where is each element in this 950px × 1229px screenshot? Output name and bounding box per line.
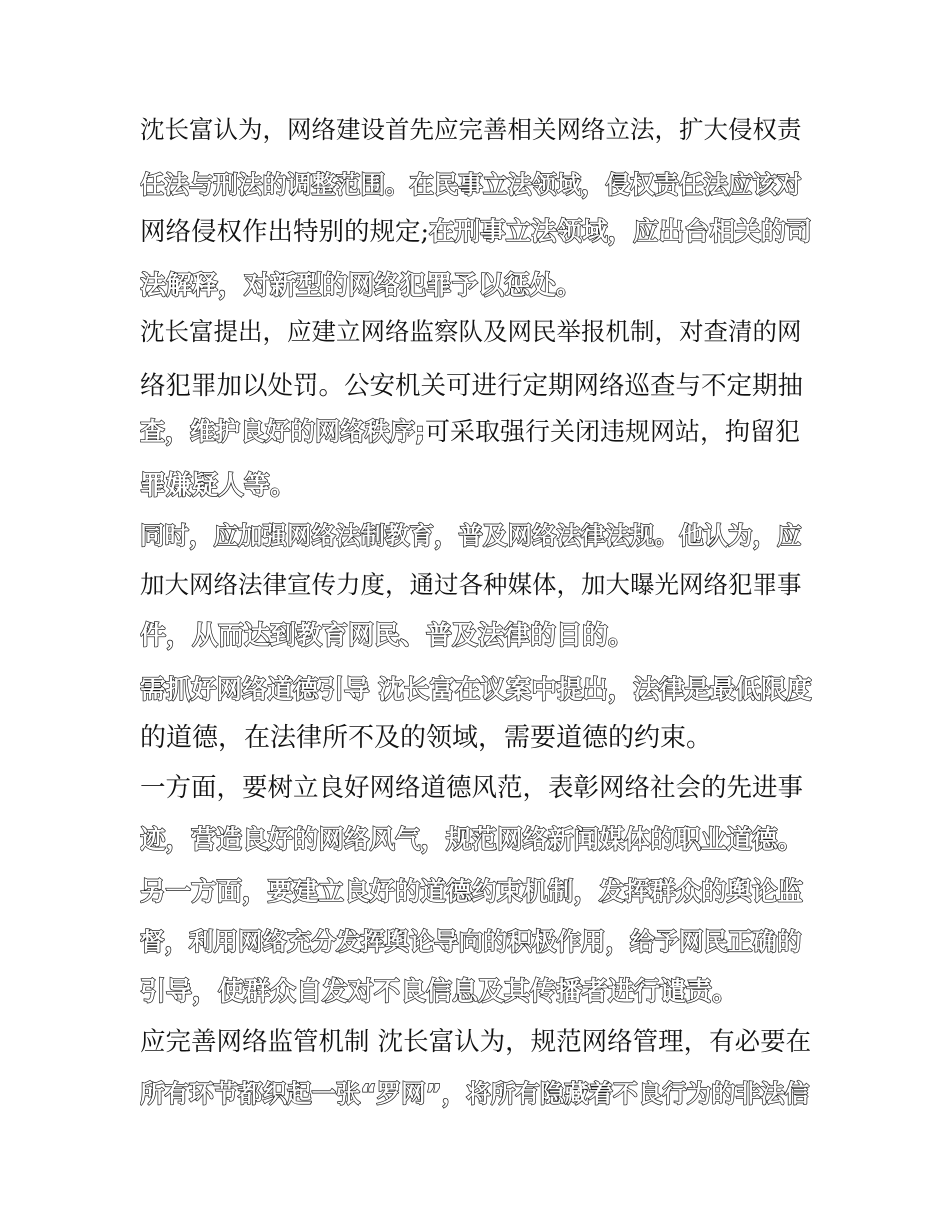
text-line: [140, 818, 812, 862]
outlined-text-segment: 同时，应加强网络法制教育，普及网络法律法规。他认为，应: [140, 521, 802, 550]
text-line: [140, 668, 812, 712]
outlined-text-segment: 任法与刑法的调整范围。在民事立法领域，侵权责任法应该对: [140, 170, 802, 199]
text-line: [140, 870, 812, 914]
text-line: [140, 614, 812, 658]
outlined-text-segment: 查，维护良好的网络秩序;: [140, 417, 425, 446]
text-line: [140, 464, 812, 508]
text-segment: 沈长富认为，网络建设首先应完善相关网络立法，扩大侵权责: [140, 115, 802, 144]
outlined-text-segment: 另一方面，要建立良好的道德约束机制，发挥群众的舆论监: [140, 877, 804, 907]
outlined-text-segment: 督，利用网络充分发挥舆论导向的积极作用，给予网民正确的: [140, 927, 802, 956]
text-line: [140, 310, 812, 354]
text-segment: 的道德，在法律所不及的领域，需要道德的约束。: [140, 723, 713, 753]
text-line: [140, 364, 812, 408]
text-segment: 沈长富提出，应建立网络监察队及网民举报机制，对查清的网: [140, 317, 802, 346]
text-line: [140, 1020, 812, 1064]
outlined-text-segment: 迹，营造良好的网络风气，规范网络新闻媒体的职业道德。: [140, 825, 804, 855]
text-line: [140, 766, 812, 810]
outlined-text-segment: 引导，使群众自发对不良信息及其传播者进行谴责。: [140, 977, 739, 1007]
text-line: [140, 970, 812, 1014]
outlined-text-segment: 法解释，对新型的网络犯罪予以惩处。: [140, 271, 583, 301]
text-segment: 应完善网络监管机制 沈长富认为，规范网络管理，有必要在: [140, 1027, 812, 1057]
text-segment: 网络侵权作出特别的规定;: [140, 217, 430, 247]
text-line: [140, 920, 812, 964]
text-line: [140, 108, 812, 152]
text-line: [140, 264, 812, 308]
outlined-text-segment: 件，从而达到教育网民、普及法律的目的。: [140, 621, 635, 651]
text-line: [140, 163, 812, 207]
text-line: [140, 716, 812, 760]
text-segment: 可采取强行关闭违规网站，拘留犯: [425, 417, 801, 446]
text-line: [140, 1072, 812, 1116]
outlined-text-segment: 罪嫌疑人等。: [140, 471, 297, 501]
text-line: [140, 210, 812, 254]
text-segment: 络犯罪加以处罚。公安机关可进行定期网络巡查与不定期抽: [140, 371, 804, 401]
outlined-text-segment: 需抓好网络道德引导 沈长富在议案中提出，法律是最低限度: [140, 675, 812, 705]
text-line: [140, 514, 812, 558]
text-segment: 加大网络法律宣传力度，通过各种媒体，加大曝光网络犯罪事: [140, 570, 802, 599]
outlined-text-segment: 在刑事立法领域，应出台相关的司: [429, 217, 812, 247]
text-segment: 一方面，要树立良好网络道德风范，表彰网络社会的先进事: [140, 773, 804, 803]
text-line: [140, 410, 812, 454]
text-line: [140, 563, 812, 607]
outlined-text-segment: 所有环节都织起一张“罗网”，将所有隐藏着不良行为的非法信: [140, 1079, 810, 1108]
